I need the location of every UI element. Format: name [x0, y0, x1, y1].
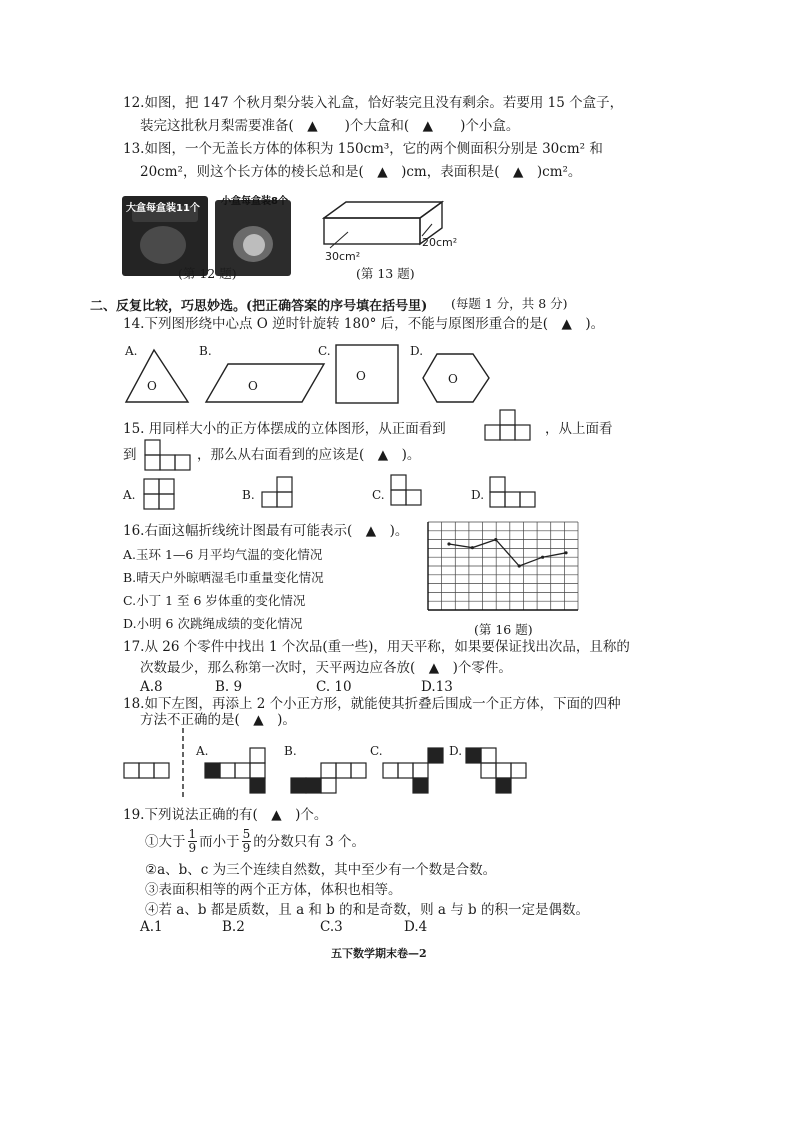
q17-line2: 次数最少，那么称第一次时，天平两边应各放( ▲ )个零件。	[140, 660, 512, 676]
small-box-label: 小盒每盒装8个	[221, 196, 288, 207]
q14-center-c: O	[356, 369, 366, 383]
section2-note: (每题 1 分，共 8 分)	[451, 296, 568, 311]
q16-text: 16.右面这幅折线统计图最有可能表示( ▲ )。	[123, 523, 409, 539]
q18-option-c: C.	[370, 744, 383, 758]
q19-option-c: C.3	[320, 919, 343, 935]
q14-option-d: D.	[410, 344, 424, 358]
q14-center-a: O	[147, 379, 157, 393]
q14-center-d: O	[448, 372, 458, 386]
q14-triangle	[124, 348, 194, 404]
q19-s1-part2: 而小于	[199, 833, 240, 850]
q14-parallelogram	[204, 362, 329, 404]
q18-line2: 方法不正确的是( ▲ )。	[140, 712, 296, 728]
q19-s1-part1: ①大于	[145, 833, 186, 850]
section2-title: 二、反复比较，巧思妙选。(把正确答案的序号填在括号里)	[90, 299, 428, 314]
q15-top-view	[144, 439, 192, 473]
q18-net-figures	[123, 728, 723, 800]
q14-option-c: C.	[318, 344, 331, 358]
q15-line2a: 到	[123, 447, 137, 463]
q19-statement-2: ②a、b、c 为三个连续自然数，其中至少有一个数是合数。	[145, 862, 497, 878]
q19-statement-1	[145, 828, 365, 855]
q14-option-b: B.	[199, 344, 212, 358]
q13-line2: 20cm²，则这个长方体的棱长总和是( ▲ )cm，表面积是( ▲ )cm²。	[140, 164, 582, 180]
q16-option-c: C.小丁 1 至 6 岁体重的变化情况	[123, 593, 306, 608]
q19-option-b: B.2	[222, 919, 245, 935]
q16-option-d: D.小明 6 次跳绳成绩的变化情况	[123, 616, 303, 631]
q19-statement-3: ③表面积相等的两个正方体，体积也相等。	[145, 882, 402, 898]
q15-option-c-figure	[390, 474, 424, 514]
q12-line2: 装完这批秋月梨需要准备( ▲ )个大盒和( ▲ )个小盒。	[140, 118, 520, 134]
q15-line1b: ，从上面看	[545, 421, 613, 437]
q19-s1-part3: 的分数只有 3 个。	[253, 833, 365, 850]
q14-text: 14.下列图形绕中心点 O 逆时针旋转 180° 后，不能与原图形重合的是( ▲ )。	[123, 316, 605, 332]
q19-option-d: D.4	[404, 919, 428, 935]
label-20cm2: 20cm²	[422, 236, 458, 249]
q15-option-b-figure	[261, 476, 295, 512]
q14-option-a: A.	[125, 344, 138, 358]
q18-option-a: A.	[196, 744, 209, 758]
q18-option-d: D.	[449, 744, 463, 758]
q15-line1a: 15. 用同样大小的正方体摆成的立体图形，从正面看到	[123, 421, 446, 437]
q17-option-a: A.8	[140, 679, 163, 695]
q12-caption: (第 12 题)	[178, 266, 237, 281]
q13-caption: (第 13 题)	[356, 266, 415, 281]
q15-line2b: ，那么从右面看到的应该是( ▲ )。	[197, 447, 421, 463]
q17-option-b: B. 9	[215, 679, 243, 695]
q15-option-d-figure	[489, 476, 539, 512]
q13-line1: 13.如图，一个无盖长方体的体积为 150cm³，它的两个侧面积分别是 30cm² 和	[123, 141, 603, 157]
q18-option-b: B.	[284, 744, 297, 758]
data-point	[471, 546, 474, 549]
q18-line1: 18.如下左图，再添上 2 个小正方形，就能使其折叠后围成一个正方体，下面的四种	[123, 696, 621, 712]
page-footer: 五下数学期末卷—2	[331, 947, 427, 960]
q17-line1: 17.从 26 个零件中找出 1 个次品(重一些)，用天平称，如果要保证找出次品，且称的	[123, 639, 630, 655]
data-point	[564, 551, 567, 554]
q16-caption: (第 16 题)	[474, 622, 533, 637]
q15-option-d: D.	[471, 488, 485, 502]
big-box-label: 大盒每盒装11个	[126, 203, 200, 214]
data-point	[518, 564, 521, 567]
data-point	[541, 556, 544, 559]
fraction-one-ninth: $\frac{1}{9}$	[188, 827, 197, 855]
q14-square	[334, 343, 400, 405]
q19-statement-4: ④若 a、b 都是质数，且 a 和 b 的和是奇数，则 a 与 b 的积一定是偶数。	[145, 902, 589, 918]
q14-center-b: O	[248, 379, 258, 393]
series-line	[449, 540, 566, 566]
q15-option-a-figure	[143, 478, 177, 512]
q19-text: 19.下列说法正确的有( ▲ )个。	[123, 807, 328, 823]
q16-option-a: A.玉环 1—6 月平均气温的变化情况	[123, 547, 323, 562]
q17-option-c: C. 10	[316, 679, 352, 695]
q17-option-d: D.13	[421, 679, 453, 695]
fraction-five-ninths: $\frac{5}{9}$	[242, 827, 251, 855]
q15-option-b: B.	[242, 488, 255, 502]
q15-option-a: A.	[123, 488, 136, 502]
q15-option-c: C.	[372, 488, 385, 502]
q19-option-a: A.1	[140, 919, 163, 935]
data-point	[447, 542, 450, 545]
q16-option-b: B.晴天户外晾晒湿毛巾重量变化情况	[123, 570, 324, 585]
data-point	[494, 538, 497, 541]
q12-line1: 12.如图，把 147 个秋月梨分装入礼盒，恰好装完且没有剩余。若要用 15 个盒子，	[123, 95, 624, 111]
q15-front-view	[484, 409, 534, 443]
q16-line-chart	[424, 520, 584, 614]
label-30cm2: 30cm²	[325, 250, 361, 263]
